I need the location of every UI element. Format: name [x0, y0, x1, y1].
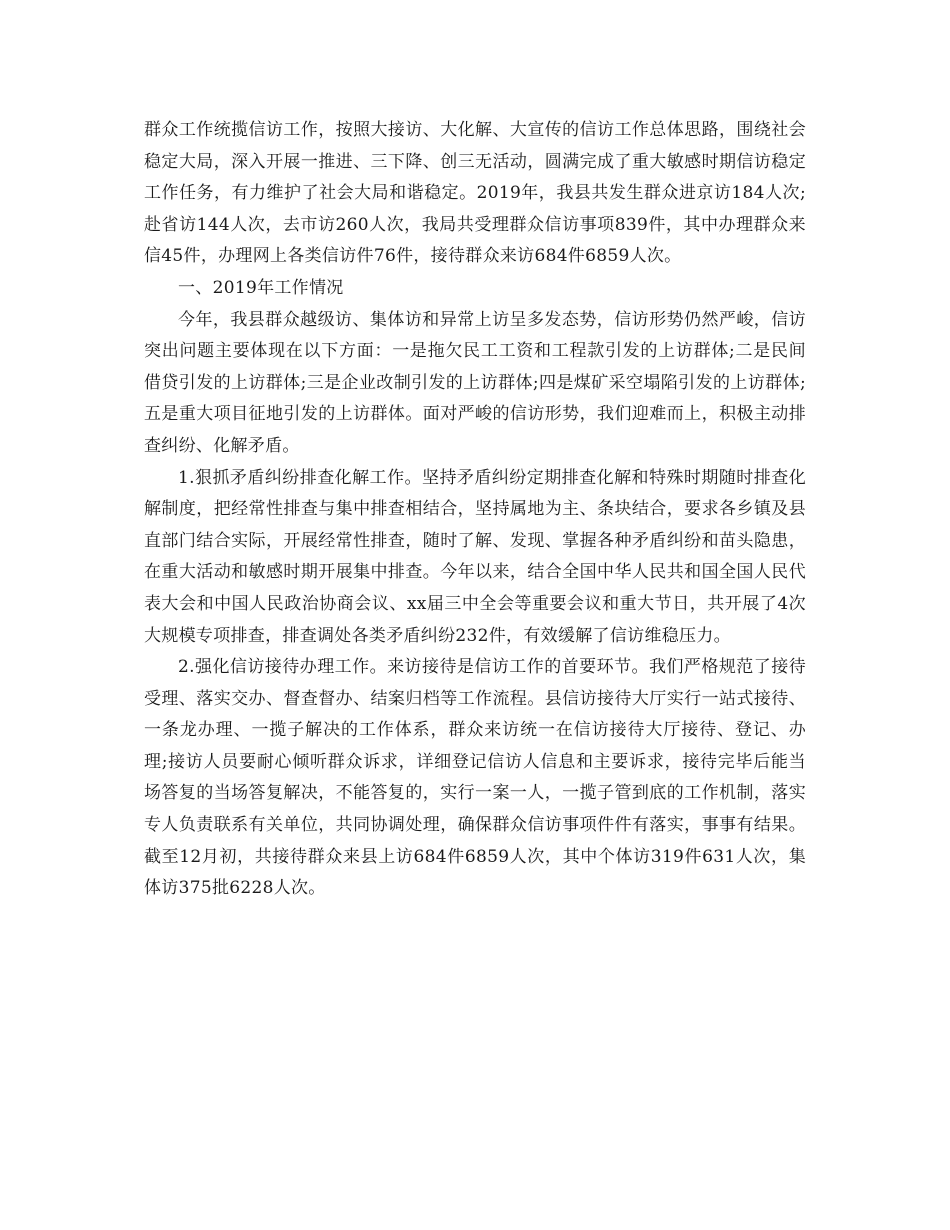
- section-heading: 一、2019年工作情况: [178, 277, 344, 298]
- paragraph-item-2: 2.强化信访接待办理工作。来访接待是信访工作的首要环节。我们严格规范了接待受理、落实交办、督查督办、结案归档等工作流程。县信访接待大厅实行一站式接待、一条龙办理、一揽子解决的工作体系，群众来访统一在信访接待大厅接待、登记、办理;接访人员要耐心倾听群众诉求，详细登记信访人信息和主要诉求，接待完毕后能当场答复的当场答复解决，不能答复的，实行一案一人，一揽子管到底的工作机制，落实专人负责联系有关单位，共同协调处理，确保群众信访事项件件有落实，事事有结果。截至12月初，共接待群众来县上访684件6859人次，其中个体访319件631人次，集体访375批6228人次。: [144, 657, 806, 899]
- paragraph-intro: 群众工作统揽信访工作，按照大接访、大化解、大宣传的信访工作总体思路，围绕社会稳定大局，深入开展一推进、三下降、创三无活动，圆满完成了重大敏感时期信访稳定工作任务，有力维护了社会大局和谐稳定。2019年，我县共发生群众进京访184人次;赴省访144人次，去市访260人次，我局共受理群众信访事项839件，其中办理群众来信45件，办理网上各类信访件76件，接待群众来访684件6859人次。: [144, 120, 806, 267]
- document-body: [144, 115, 806, 905]
- paragraph-situation: 今年，我县群众越级访、集体访和异常上访呈多发态势，信访形势仍然严峻，信访突出问题主要体现在以下方面：一是拖欠民工工资和工程款引发的上访群体;二是民间借贷引发的上访群体;三是企业改制引发的上访群体;四是煤矿采空塌陷引发的上访群体;五是重大项目征地引发的上访群体。面对严峻的信访形势，我们迎难而上，积极主动排查纠纷、化解矛盾。: [144, 309, 806, 456]
- paragraph-item-1: 1.狠抓矛盾纠纷排查化解工作。坚持矛盾纠纷定期排查化解和特殊时期随时排查化解制度，把经常性排查与集中排查相结合，坚持属地为主、条块结合，要求各乡镇及县直部门结合实际，开展经常性排查，随时了解、发现、掌握各种矛盾纠纷和苗头隐患，在重大活动和敏感时期开展集中排查。今年以来，结合全国中华人民共和国全国人民代表大会和中国人民政治协商会议、xx届三中全会等重要会议和重大节日，共开展了4次大规模专项排查，排查调处各类矛盾纠纷232件，有效缓解了信访维稳压力。: [144, 467, 806, 646]
